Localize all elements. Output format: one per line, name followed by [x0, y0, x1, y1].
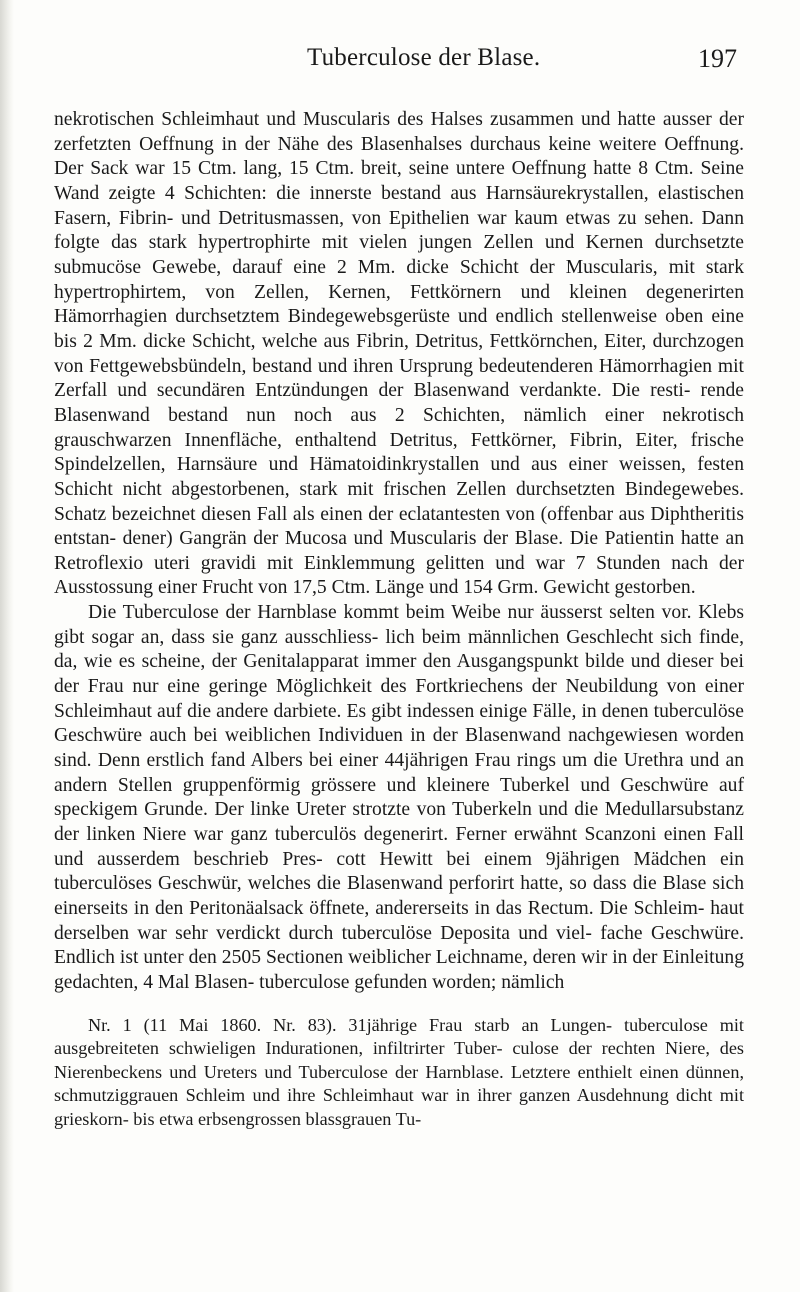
running-title: Tuberculose der Blase.	[307, 44, 541, 71]
paragraph-necrosis-case: nekrotischen Schleimhaut und Muscularis des Halses zusammen und hatte ausser der zerfetzten Oeffnung in der Nähe des Blasenhalses durchaus keine weitere Oeffnung. Der Sack war 15 Ctm. lang, 15 Ctm. breit, seine untere Oeffnung hatte 8 Ctm. Seine Wand zeigte 4 Schichten: die innerste bestand aus Harnsäurekrystallen, elastischen Fasern, Fibrin- und Detritusmassen, von Epithelien war kaum etwas zu sehen. Dann folgte das stark hypertrophirte mit vielen jungen Zellen und Kernen durchsetzte submucöse Gewebe, darauf eine 2 Mm. dicke Schicht der Muscularis, mit stark hypertrophirtem, von Zellen, Kernen, Fettkörnern und kleinen degenerirten Hämorrhagien durchsetztem Bindegewebsgerüste und endlich stellenweise oben eine bis 2 Mm. dicke Schicht, welche aus Fibrin, Detritus, Fettkörnchen, Eiter, durchzogen von Fettgewebsbündeln, bestand und ihren Ursprung bedeutenderen Hämorrhagien mit Zerfall und secundären Entzündungen der Blasenwand verdankte. Die resti- rende Blasenwand bestand nun noch aus 2 Schichten, nämlich einer nekrotisch grauschwarzen Innenfläche, enthaltend Detritus, Fettkörner, Fibrin, Eiter, frische Spindelzellen, Harnsäure und Hämatoidinkrystallen und aus einer weissen, festen Schicht nicht abgestorbenen, stark mit frischen Zellen durchsetzten Bindegewebes. Schatz bezeichnet diesen Fall als einen der eclatantesten von (offenbar aus Diphtheritis entstan- dener) Gangrän der Mucosa und Muscularis der Blase. Die Patientin hatte an Retroflexio uteri gravidi mit Einklemmung gelitten und war 7 Stunden nach der Ausstossung einer Frucht von 17,5 Ctm. Länge und 154 Grm. Gewicht gestorben.	[54, 109, 744, 599]
page-number: 197	[698, 44, 737, 73]
case-note: Nr. 1 (11 Mai 1860. Nr. 83). 31jährige Frau starb an Lungen- tuberculose mit ausgebreiteten schwieligen Indurationen, infiltrirter Tuber- culose der rechten Niere, des Nierenbeckens und Ureters und Tuberculose der Harnblase. Letztere enthielt einen dünnen, schmutziggrauen Schleim und ihre Schleimhaut war in ihrer ganzen Ausdehnung dicht mit grieskorn- bis etwa erbsengrossen blassgrauen Tu-	[54, 1014, 744, 1129]
paragraph-tuberculosis: Die Tuberculose der Harnblase kommt beim Weibe nur äusserst selten vor. Klebs gibt sogar an, dass sie ganz ausschliess- lich beim männlichen Geschlecht sich finde, da, wie es scheine, der Genitalapparat immer den Ausgangspunkt bilde und dieser bei der Frau nur eine geringe Möglichkeit des Fortkriechens der Neubildung von einer Schleimhaut auf die andere darbiete. Es gibt indessen einige Fälle, in denen tuberculöse Geschwüre auch bei weiblichen Individuen in der Blasenwand nachgewiesen worden sind. Denn erstlich fand Albers bei einer 44jährigen Frau rings um die Urethra und an andern Stellen gruppenförmig grössere und kleinere Tuberkel und Geschwüre auf speckigem Grunde. Der linke Ureter strotzte von Tuberkeln und die Medullarsubstanz der linken Niere war ganz tuberculös degenerirt. Ferner erwähnt Scanzoni einen Fall und ausserdem beschrieb Pres- cott Hewitt bei einem 9jährigen Mädchen ein tuberculöses Geschwür, welches die Blasenwand perforirt hatte, so dass die Blase sich einerseits in den Peritonäalsack öffnete, andererseits in das Rectum. Die Schleim- haut derselben war sehr verdickt durch tuberculöse Deposita und viel- fache Geschwüre. Endlich ist unter den 2505 Sectionen weiblicher Leichname, deren wir in der Einleitung gedachten, 4 Mal Blasen- tuberculose gefunden worden; nämlich	[54, 602, 744, 993]
running-header	[0, 44, 800, 84]
body-text	[54, 108, 744, 1132]
binding-shadow	[0, 0, 14, 1292]
